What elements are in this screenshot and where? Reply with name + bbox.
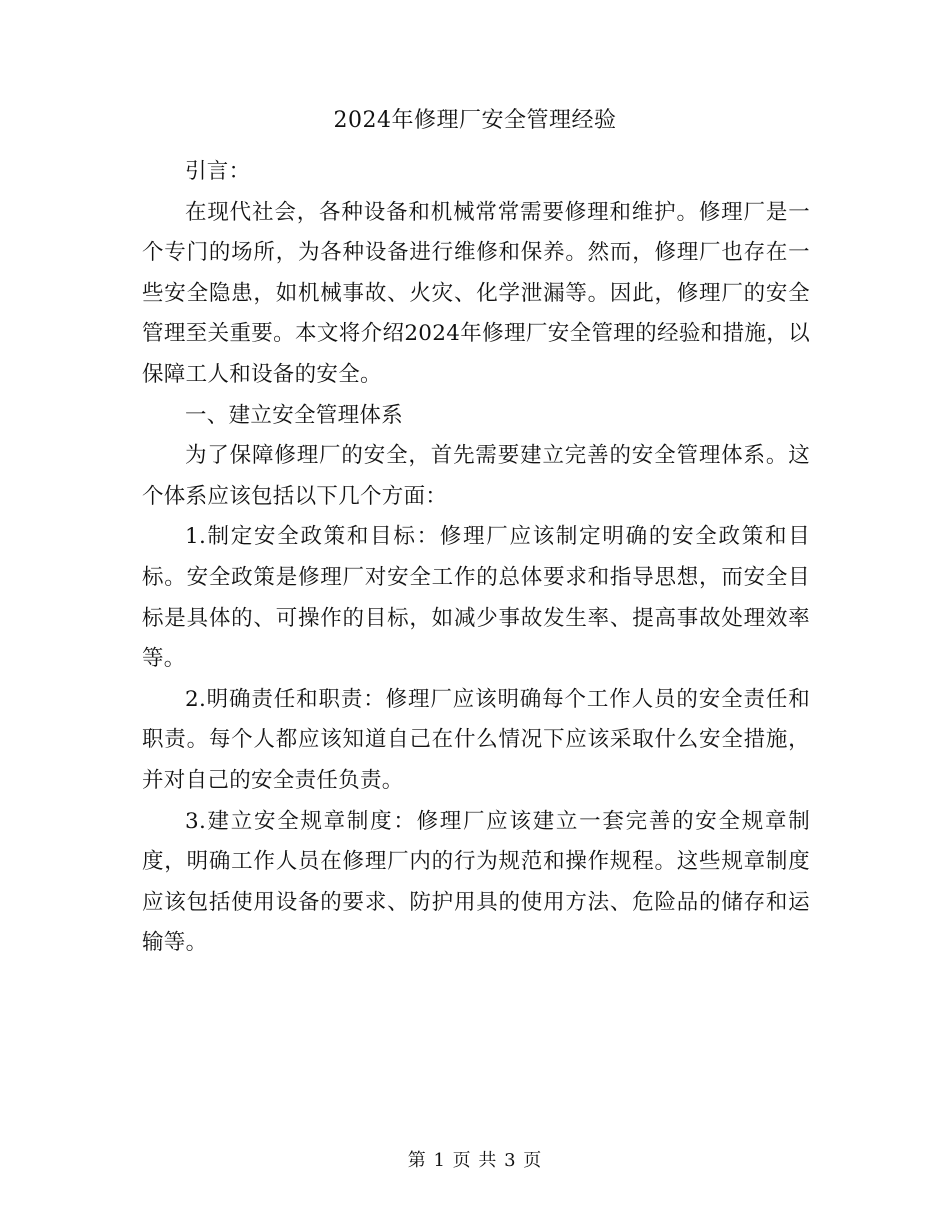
paragraph-item-3: 3.建立安全规章制度：修理厂应该建立一套完善的安全规章制度，明确工作人员在修理厂内的行为规范和操作规程。这些规章制度应该包括使用设备的要求、防护用具的使用方法、危险品的储存和运输等。: [142, 808, 810, 956]
paragraph-item-1: 1.制定安全政策和目标：修理厂应该制定明确的安全政策和目标。安全政策是修理厂对安全工作的总体要求和指导思想，而安全目标是具体的、可操作的目标，如减少事故发生率、提高事故处理效率等。: [142, 524, 810, 672]
page-footer: 第 1 页 共 3 页: [407, 1150, 543, 1171]
section-heading-1: 一、建立安全管理体系: [185, 402, 404, 428]
document-body: [142, 152, 810, 964]
paragraph-intro-heading: 引言：: [185, 159, 251, 184]
document-title: 2024年修理厂安全管理经验: [333, 108, 617, 133]
paragraph-intro: 在现代社会，各种设备和机械常常需要修理和维护。修理厂是一个专门的场所，为各种设备进行维修和保养。然而，修理厂也存在一些安全隐患，如机械事故、火灾、化学泄漏等。因此，修理厂的安全管理至关重要。本文将介绍2024年修理厂安全管理的经验和措施，以保障工人和设备的安全。: [142, 199, 810, 387]
paragraph-item-2: 2.明确责任和职责：修理厂应该明确每个工作人员的安全责任和职责。每个人都应该知道自己在什么情况下应该采取什么安全措施，并对自己的安全责任负责。: [142, 686, 810, 793]
paragraph-section-1-intro: 为了保障修理厂的安全，首先需要建立完善的安全管理体系。这个体系应该包括以下几个方面：: [142, 443, 810, 509]
